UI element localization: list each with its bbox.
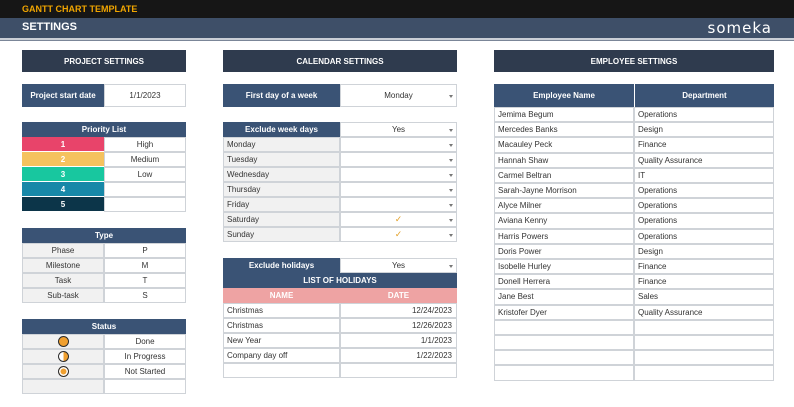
status-icon-cell [22, 349, 104, 364]
employee-department[interactable]: Design [634, 244, 774, 259]
priority-swatch: 1 [22, 137, 104, 152]
employee-name[interactable]: Hannah Shaw [494, 153, 634, 168]
employee-department[interactable] [634, 350, 774, 365]
employee-department[interactable]: Operations [634, 183, 774, 198]
priority-swatch: 3 [22, 167, 104, 182]
department-column-header: Department [634, 84, 774, 107]
employee-name[interactable]: Jane Best [494, 289, 634, 304]
employee-name[interactable]: Aviana Kenny [494, 213, 634, 228]
employee-name[interactable]: Jemima Begum [494, 107, 634, 122]
employee-department[interactable]: Finance [634, 137, 774, 152]
ring-circle-icon [58, 366, 69, 377]
holiday-date[interactable]: 12/26/2023 [340, 318, 457, 333]
priority-swatch: 5 [22, 197, 104, 212]
brand-logo: someka [707, 19, 772, 37]
holiday-name[interactable]: New Year [223, 333, 340, 348]
employee-department[interactable]: Operations [634, 107, 774, 122]
type-header: Type [22, 228, 186, 243]
employee-department[interactable]: Finance [634, 259, 774, 274]
type-code[interactable]: P [104, 243, 186, 258]
holiday-name[interactable]: Christmas [223, 318, 340, 333]
type-code[interactable]: M [104, 258, 186, 273]
exclude-holidays-dropdown[interactable] [340, 258, 457, 273]
status-label: Done [104, 334, 186, 349]
employee-name[interactable] [494, 320, 634, 335]
employee-department[interactable] [634, 365, 774, 380]
employee-name[interactable]: Carmel Beltran [494, 168, 634, 183]
header-divider-line [0, 40, 794, 41]
employee-settings-header: EMPLOYEE SETTINGS [494, 50, 774, 72]
holidays-list-header: LIST OF HOLIDAYS [223, 273, 457, 288]
exclude-week-days-dropdown[interactable] [340, 122, 457, 137]
project-start-input[interactable]: 1/1/2023 [104, 84, 186, 107]
status-icon-cell [22, 364, 104, 379]
employee-department[interactable]: Quality Assurance [634, 305, 774, 320]
employee-department[interactable] [634, 335, 774, 350]
week-day-name: Sunday [223, 227, 340, 242]
employee-name-column-header: Employee Name [494, 84, 634, 107]
employee-name[interactable]: Kristofer Dyer [494, 305, 634, 320]
project-start-label: Project start date [22, 84, 104, 107]
week-day-toggle[interactable] [340, 182, 457, 197]
employee-department[interactable]: Design [634, 122, 774, 137]
status-header: Status [22, 319, 186, 334]
app-title: GANTT CHART TEMPLATE [22, 4, 138, 14]
employee-department[interactable]: Operations [634, 229, 774, 244]
status-label: Not Started [104, 364, 186, 379]
chevron-down-icon[interactable] [449, 265, 453, 268]
week-day-toggle[interactable] [340, 212, 457, 227]
priority-swatch: 2 [22, 152, 104, 167]
holiday-date[interactable]: 12/24/2023 [340, 303, 457, 318]
holiday-date[interactable]: 1/1/2023 [340, 333, 457, 348]
week-day-name: Friday [223, 197, 340, 212]
exclude-week-days-value: Yes [391, 125, 406, 134]
check-icon: ✓ [394, 214, 403, 224]
type-name: Task [22, 273, 104, 288]
employee-name[interactable]: Donell Herrera [494, 274, 634, 289]
employee-name[interactable]: Isobelle Hurley [494, 259, 634, 274]
week-day-toggle[interactable] [340, 197, 457, 212]
priority-swatch: 4 [22, 182, 104, 197]
employee-department[interactable]: Finance [634, 274, 774, 289]
week-day-name: Wednesday [223, 167, 340, 182]
chevron-down-icon[interactable] [449, 159, 453, 162]
project-settings-header: PROJECT SETTINGS [22, 50, 186, 72]
exclude-holidays-value: Yes [391, 261, 406, 270]
type-name: Phase [22, 243, 104, 258]
chevron-down-icon[interactable] [449, 95, 453, 98]
employee-department[interactable] [634, 320, 774, 335]
status-icon-cell [22, 334, 104, 349]
employee-department[interactable]: Operations [634, 213, 774, 228]
employee-name[interactable] [494, 365, 634, 380]
type-name: Sub-task [22, 288, 104, 303]
chevron-down-icon[interactable] [449, 234, 453, 237]
holiday-date[interactable] [340, 363, 457, 378]
employee-name[interactable]: Sarah-Jayne Morrison [494, 183, 634, 198]
first-day-dropdown[interactable] [340, 84, 457, 107]
employee-name[interactable]: Macauley Peck [494, 137, 634, 152]
page-header-bar [0, 18, 794, 38]
first-day-label: First day of a week [223, 84, 340, 107]
employee-department[interactable]: Operations [634, 198, 774, 213]
week-day-toggle[interactable] [340, 152, 457, 167]
week-day-toggle[interactable] [340, 167, 457, 182]
chevron-down-icon[interactable] [449, 174, 453, 177]
week-day-name: Thursday [223, 182, 340, 197]
chevron-down-icon[interactable] [449, 129, 453, 132]
employee-department[interactable]: IT [634, 168, 774, 183]
week-day-name: Tuesday [223, 152, 340, 167]
page-title: SETTINGS [22, 21, 78, 33]
employee-name[interactable]: Mercedes Banks [494, 122, 634, 137]
employee-department[interactable]: Sales [634, 289, 774, 304]
first-day-value: Monday [384, 91, 413, 100]
check-icon: ✓ [394, 229, 403, 239]
employee-name[interactable] [494, 350, 634, 365]
priority-label[interactable] [104, 197, 186, 212]
calendar-settings-header: CALENDAR SETTINGS [223, 50, 457, 72]
app-title-bar [0, 0, 794, 18]
holiday-name[interactable]: Company day off [223, 348, 340, 363]
exclude-holidays-label: Exclude holidays [223, 258, 340, 273]
priority-label[interactable]: High [104, 137, 186, 152]
type-name: Milestone [22, 258, 104, 273]
holiday-name-column-header: NAME [223, 288, 340, 303]
week-day-toggle[interactable] [340, 137, 457, 152]
employee-name[interactable]: Doris Power [494, 244, 634, 259]
status-empty-cell [22, 379, 104, 394]
priority-label[interactable]: Low [104, 167, 186, 182]
type-code[interactable]: S [104, 288, 186, 303]
status-label: In Progress [104, 349, 186, 364]
half-circle-icon [58, 351, 69, 362]
employee-name[interactable]: Alyce Milner [494, 198, 634, 213]
chevron-down-icon[interactable] [449, 219, 453, 222]
full-circle-icon [58, 336, 69, 347]
type-code[interactable]: T [104, 273, 186, 288]
exclude-week-days-label: Exclude week days [223, 122, 340, 137]
priority-list-header: Priority List [22, 122, 186, 137]
priority-label[interactable]: Medium [104, 152, 186, 167]
employee-department[interactable]: Quality Assurance [634, 153, 774, 168]
week-day-name: Monday [223, 137, 340, 152]
priority-label[interactable] [104, 182, 186, 197]
employee-name[interactable] [494, 335, 634, 350]
holiday-date[interactable]: 1/22/2023 [340, 348, 457, 363]
holiday-name[interactable]: Christmas [223, 303, 340, 318]
week-day-name: Saturday [223, 212, 340, 227]
chevron-down-icon[interactable] [449, 144, 453, 147]
status-empty-cell [104, 379, 186, 394]
holiday-date-column-header: DATE [340, 288, 457, 303]
holiday-name[interactable] [223, 363, 340, 378]
week-day-toggle[interactable] [340, 227, 457, 242]
employee-name[interactable]: Harris Powers [494, 229, 634, 244]
chevron-down-icon[interactable] [449, 204, 453, 207]
chevron-down-icon[interactable] [449, 189, 453, 192]
